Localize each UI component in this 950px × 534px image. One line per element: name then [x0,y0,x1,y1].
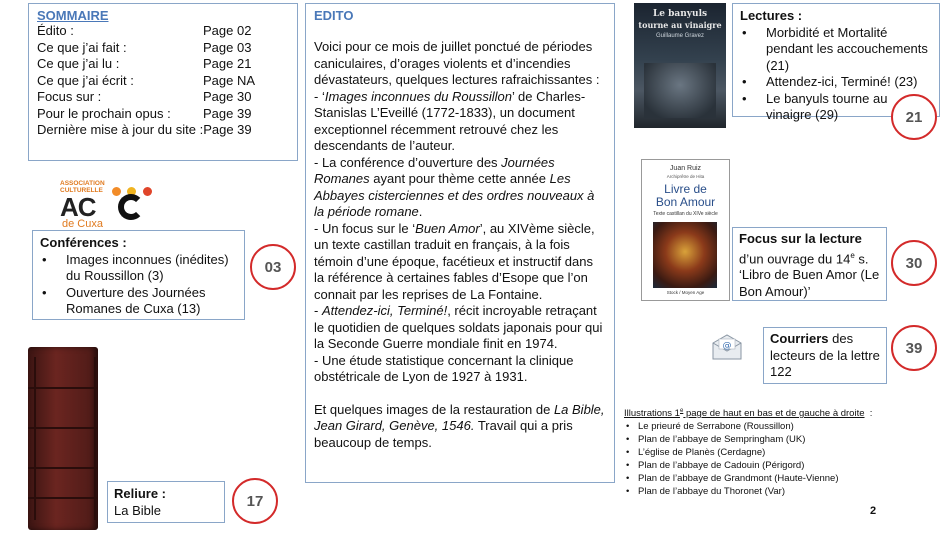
illustrations-title: Illustrations 1e page de haut en bas et de gauche à droite : [624,408,873,420]
svg-text:@: @ [722,341,732,351]
edito-item-bible: Et quelques images de la restauration de La Bible, Jean Girard, Genève, 1546. Travail qui a pris beaucoup de temps. [314,401,605,450]
conferences-page-circle: 03 [250,244,296,290]
focus-page-circle: 30 [891,240,937,286]
focus-box: Focus sur la lecture d’un ouvrage du 14e s. ‘Libro de Buen Amor (Le Bon Amour)’ [732,227,887,301]
edito-box [305,3,615,483]
illustration-item: • Plan de l’abbaye de Sempringham (UK) [624,433,884,446]
reliure-text: La Bible [114,502,161,518]
edito-title: EDITO [314,8,354,23]
sommaire-row-page: Page 02 [203,23,252,38]
sommaire-row-label: Édito : [37,23,74,38]
sommaire-row-label: Ce que j’ai lu : [37,56,120,71]
sommaire-row [37,73,289,90]
sommaire-box [28,3,298,161]
lectures-title: Lectures : [740,8,803,23]
sommaire-row-page: Page 30 [203,89,252,104]
sommaire-row-page: Page 21 [203,56,252,71]
book2-title-line1: Livre de [664,182,707,196]
edito-intro: Voici pour ce mois de juillet ponctué de périodes caniculaires, d’orages violents et d’incendies dévastateurs, quelques lectures rafraichissantes : [314,39,600,87]
illustration-item: • Plan de l’abbaye du Thoronet (Var) [624,485,884,498]
sommaire-row-label: Focus sur : [37,89,102,104]
edito-item-conference: - La conférence d’ouverture des Journées Romanes ayant pour thème cette année Les Abbayes cisterciennes et des ordres nouveaux à la période romane. [314,154,595,219]
conferences-list [40,252,237,318]
reliure-page-circle: 17 [232,478,278,524]
sommaire-row [37,23,289,40]
book2-subtitle: Texte castillan du XIVe siècle [653,211,718,217]
lecture-item: • Attendez-ici, Terminé! (23) [740,74,932,91]
sommaire-row-label: Ce que j’ai écrit : [37,72,134,88]
edito-item-buen-amor: - Un focus sur le ‘Buen Amor’, au XIVème siècle, un texte castillan traduit en français, à la fois témoin d’une époque, facétieux et instructif dans la référence à certaines fables d’Esope que l’on connait par les reprises de La Fontaine. [314,220,595,302]
book2-publisher: Stock / Moyen Age [666,290,705,295]
illustration-item: • Le prieuré de Serrabone (Roussillon) [624,420,884,433]
book1-title-line2: tourne au vinaigre [638,20,722,30]
conferences-box [32,230,245,320]
sommaire-title: SOMMAIRE [37,8,109,23]
reliure-title: Reliure : [114,486,167,501]
book-cover-bon-amour [641,159,730,301]
sommaire-row-label: Ce que j’ai fait : [37,39,127,55]
association-logo [60,180,160,230]
conference-item: • Images inconnues (inédites) du Roussillon (3) [40,252,237,285]
book1-author: Guillaume Gravez [655,33,705,39]
edito-item-etude: - Une étude statistique concernant la clinique obstétricale de Lyon de 1927 à 1931. [314,352,574,384]
book2-title-line2: Bon Amour [655,195,716,209]
sommaire-row [37,56,289,73]
book2-author: Juan Ruiz [669,165,702,172]
book1-title-line1: Le banyuls [652,9,708,19]
logo-cuxa-text: de Cuxa [62,218,103,230]
illustration-item: • L’église de Planès (Cerdagne) [624,446,884,459]
sommaire-row-label: Dernière mise à jour du site : [37,122,204,137]
lecture-item: • Morbidité et Mortalité pendant les accouchements (21) [740,25,932,75]
book-cover-banyuls [634,3,726,128]
sommaire-row-page: Page NA [203,72,256,88]
book2-sub-author: Archiprêtre de Hita [666,174,705,179]
illustration-item: • Plan de l’abbaye de Grandmont (Haute-Vienne) [624,472,884,485]
logo-culturelle-text: CULTURELLE [60,187,103,194]
sommaire-row [37,106,289,123]
email-icon [711,333,743,361]
page-number: 2 [870,505,877,517]
conference-item: • Ouverture des Journées Romanes de Cuxa (13) [40,285,237,318]
sommaire-row [37,40,289,57]
illustration-item: • Plan de l’abbaye de Cadouin (Périgord) [624,459,884,472]
sommaire-row [37,89,289,106]
edito-item-images: - ‘Images inconnues du Roussillon’ de Charles-Stanislas L’Eveillé (1772-1833), un document exceptionnel récemment retrouvé chez les descendants de l’auteur. [314,88,586,153]
sommaire-list [37,23,289,139]
conferences-title: Conférences : [40,235,127,250]
lectures-page-circle: 21 [891,94,937,140]
logo-c-icon [118,194,144,220]
sommaire-row-page: Page 39 [203,105,252,121]
logo-assoc-text: ASSOCIATION [60,180,105,187]
courriers-page-circle: 39 [891,325,937,371]
edito-item-attendez: - Attendez-ici, Terminé!, récit incroyable retraçant le quotidien de quelques soldats japonais pour qui la Seconde Guerre mondiale finit en 1974. [314,303,603,351]
lecture-item: • Le banyuls tourne au vinaigre (29) [740,91,932,124]
book2-illustration [653,222,717,288]
sommaire-row-page: Page 03 [203,39,252,55]
sommaire-row [37,122,289,139]
logo-ac-text: AC [60,192,96,222]
sommaire-row-page: Page 39 [203,122,252,137]
sommaire-row-label: Pour le prochain opus : [37,105,171,121]
illustrations-list [624,405,884,498]
reliure-box [107,481,225,523]
courriers-box: Courriers des lecteurs de la lettre 122 [763,327,887,384]
bible-photo [28,347,98,530]
